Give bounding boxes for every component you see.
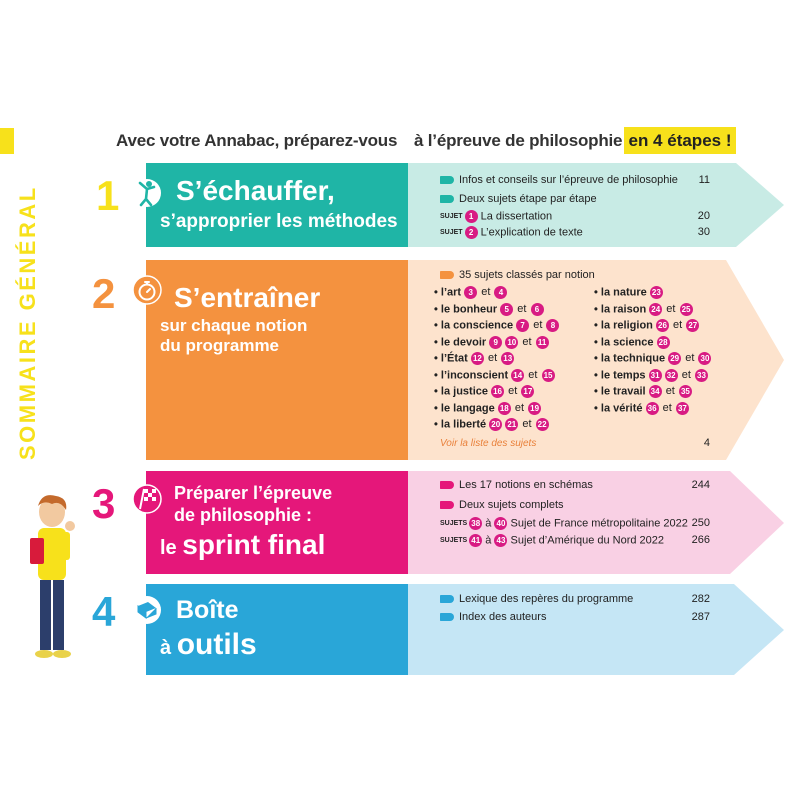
toc-row[interactable]: Deux sujets étape par étape [440,193,597,205]
bullet: • [434,401,441,414]
step-4-title-1: Boîte [176,596,239,624]
toc-row[interactable]: Lexique des repères du programme [440,593,633,605]
sujet-number: 22 [536,418,549,431]
step-2-number: 2 [92,270,116,317]
toc-row[interactable]: SUJET 2 L’explication de texte [440,226,583,239]
student-illustration [12,492,92,672]
sujet-number: 40 [494,517,507,530]
checkered-flag-icon [132,483,162,515]
book-icon [132,594,162,626]
bullet: • [434,302,441,315]
notion-item[interactable] [434,352,514,365]
bullet: • [594,401,601,414]
et-connector: et [681,368,691,381]
sujet-number: 25 [680,303,693,316]
bullet: • [594,319,601,332]
step-1-contents [408,163,786,247]
notion-item[interactable] [594,319,699,332]
et-connector: et [514,401,525,414]
page-number: 4 [703,437,710,449]
bullet: • [434,385,441,398]
toc-row[interactable]: Les 17 notions en schémas [440,479,593,491]
sujet-number: 18 [498,402,511,415]
toc-row[interactable]: 35 sujets classés par notion [440,269,595,281]
sujet-number: 35 [679,385,692,398]
sujet-number: 38 [469,517,482,530]
toc-row[interactable]: Infos et conseils sur l’épreuve de philosophie [440,174,678,186]
et-connector: et [522,418,532,431]
sujet-number: 7 [516,319,529,332]
sujet-number: 33 [695,369,708,382]
bullet: • [594,286,601,299]
notion-item[interactable] [434,303,544,316]
sujet-number: 24 [649,303,662,316]
tag-icon [440,501,454,509]
sujet-number: 37 [676,402,689,415]
sujet-number: 21 [505,418,518,431]
notion-item[interactable] [434,402,541,415]
sujet-number: 36 [646,402,659,415]
notion-name: la nature [600,286,647,299]
step-2-subtitle-2: du programme [160,336,280,355]
notion-item[interactable] [434,369,555,382]
et-connector: et [662,401,672,414]
et-connector: et [685,352,695,365]
sujet-number: 2 [465,226,478,239]
notion-item[interactable] [434,418,549,431]
sujet-number: 4 [494,286,507,299]
bullet: • [594,352,601,365]
sujet-number: 16 [491,385,504,398]
sujet-number: 5 [500,303,513,316]
header-badge: en 4 étapes ! [624,127,736,154]
et-connector: et [528,368,538,381]
sujet-number: 23 [650,286,663,299]
et-connector: et [522,335,532,348]
sujet-number: 32 [665,369,678,382]
notion-item[interactable] [434,385,534,398]
bullet: • [594,368,601,381]
step-1-number: 1 [96,172,120,219]
toc-row[interactable]: SUJETS 41 à 43 Sujet d’Amérique du Nord 2022 [440,534,665,547]
page-number: 250 [691,517,710,529]
tag-icon [440,481,454,489]
sujet-number: 3 [464,286,477,299]
bullet: • [434,368,441,381]
sujet-number: 14 [511,369,524,382]
page-number: 20 [697,210,710,222]
bullet: • [434,319,441,332]
sujet-number: 13 [501,352,514,365]
notion-name: la justice [440,385,488,398]
notion-name: le devoir [440,335,487,348]
notion-name: le bonheur [440,302,498,315]
notion-name: le temps [600,368,646,381]
notion-name: la vérité [600,401,643,414]
et-connector: et [517,302,527,315]
tag-icon [440,595,454,603]
et-connector: et [508,385,518,398]
page-number: 11 [698,174,710,186]
page-number: 287 [691,611,710,623]
header-subject: à l’épreuve de philosophie [414,131,623,150]
voir-link[interactable]: Voir la liste des sujets [440,438,537,449]
sujet-number: 11 [536,336,549,349]
bullet: • [434,335,441,348]
notion-item[interactable] [434,336,549,349]
et-connector: et [665,385,675,398]
notion-name: la liberté [440,418,487,431]
sujet-number: 26 [656,319,669,332]
step-4-contents [408,584,786,675]
bullet: • [594,385,601,398]
stretching-icon [132,177,162,209]
sujet-number: 29 [668,352,681,365]
sujet-number: 8 [546,319,559,332]
step-1-panel [146,163,408,247]
step-3-panel [146,471,408,574]
sujet-number: 41 [469,534,482,547]
step-4-panel [146,584,408,675]
notion-name: l’inconscient [440,368,509,381]
bullet: • [434,352,441,365]
bullet: • [434,418,441,431]
step-2-panel [146,260,408,460]
sujet-number: 15 [542,369,555,382]
notion-name: le travail [600,385,646,398]
notion-item[interactable] [594,369,708,382]
step-4-number: 4 [92,588,116,635]
side-title: SOMMAIRE GÉNÉRAL [15,185,40,460]
notion-item[interactable] [434,319,559,332]
step-1-title: S’échauffer, [176,175,335,206]
bullet: • [434,286,441,299]
notion-item[interactable] [594,303,693,316]
notion-item[interactable] [434,286,507,299]
sujet-number: 6 [531,303,544,316]
notion-name: la technique [600,352,666,365]
tag-icon [440,176,454,184]
sujet-number: 9 [489,336,502,349]
sujet-number: 20 [489,418,502,431]
step-4-title-2: à outils [160,628,257,661]
step-2-title: S’entraîner [174,282,321,313]
page-number: 244 [691,479,710,491]
notion-item[interactable] [594,402,689,415]
et-connector: et [487,352,498,365]
header-intro: Avec votre Annabac, préparez-vous [116,131,398,150]
notion-item[interactable] [594,336,670,349]
tag-icon [440,271,454,279]
page-number: 282 [691,593,710,605]
bullet: • [594,302,601,315]
page-number: 266 [691,534,710,546]
sujet-number: 34 [649,385,662,398]
notion-name: l’art [440,286,462,299]
page-number: 30 [697,226,710,238]
sujet-number: 17 [521,385,534,398]
notion-item[interactable] [594,286,663,299]
notion-name: le langage [440,401,495,414]
toc-row[interactable]: Deux sujets complets [440,499,564,511]
tag-icon [440,613,454,621]
sujet-number: 19 [528,402,541,415]
et-connector: et [533,319,543,332]
notion-item[interactable] [594,385,692,398]
notion-name: la science [600,335,654,348]
sujet-number: 43 [494,534,507,547]
step-3-number: 3 [92,480,116,527]
sujet-number: 28 [657,336,670,349]
step-3-title-3: le sprint final [160,529,326,560]
step-3-title-1: Préparer l’épreuve [174,483,333,503]
notion-name: la religion [600,319,653,332]
notion-item[interactable] [594,352,711,365]
notion-name: la raison [600,302,647,315]
sujet-number: 10 [505,336,518,349]
toc-row[interactable]: Index des auteurs [440,611,546,623]
toc-row[interactable]: SUJETS 38 à 40 Sujet de France métropolitaine 2022 [440,517,688,530]
step-1-subtitle: s’approprier les méthodes [160,211,398,232]
notion-name: l’État [440,352,468,365]
step-2-contents [408,260,786,460]
sujet-number: 27 [686,319,699,332]
stopwatch-icon [132,274,162,306]
tag-icon [440,195,454,203]
et-connector: et [666,302,676,315]
edge-marker [0,128,14,154]
sujet-number: 12 [471,352,484,365]
notion-name: la conscience [440,319,514,332]
toc-row[interactable]: SUJET 1 La dissertation [440,210,553,223]
bullet: • [594,335,601,348]
step-3-title-2: de philosophie : [174,505,312,525]
sujet-number: 31 [649,369,662,382]
sujet-number: 30 [698,352,711,365]
et-connector: et [673,319,683,332]
sujet-number: 1 [465,210,478,223]
step-2-subtitle-1: sur chaque notion [160,316,308,335]
et-connector: et [481,286,491,299]
step-3-contents [408,471,786,574]
